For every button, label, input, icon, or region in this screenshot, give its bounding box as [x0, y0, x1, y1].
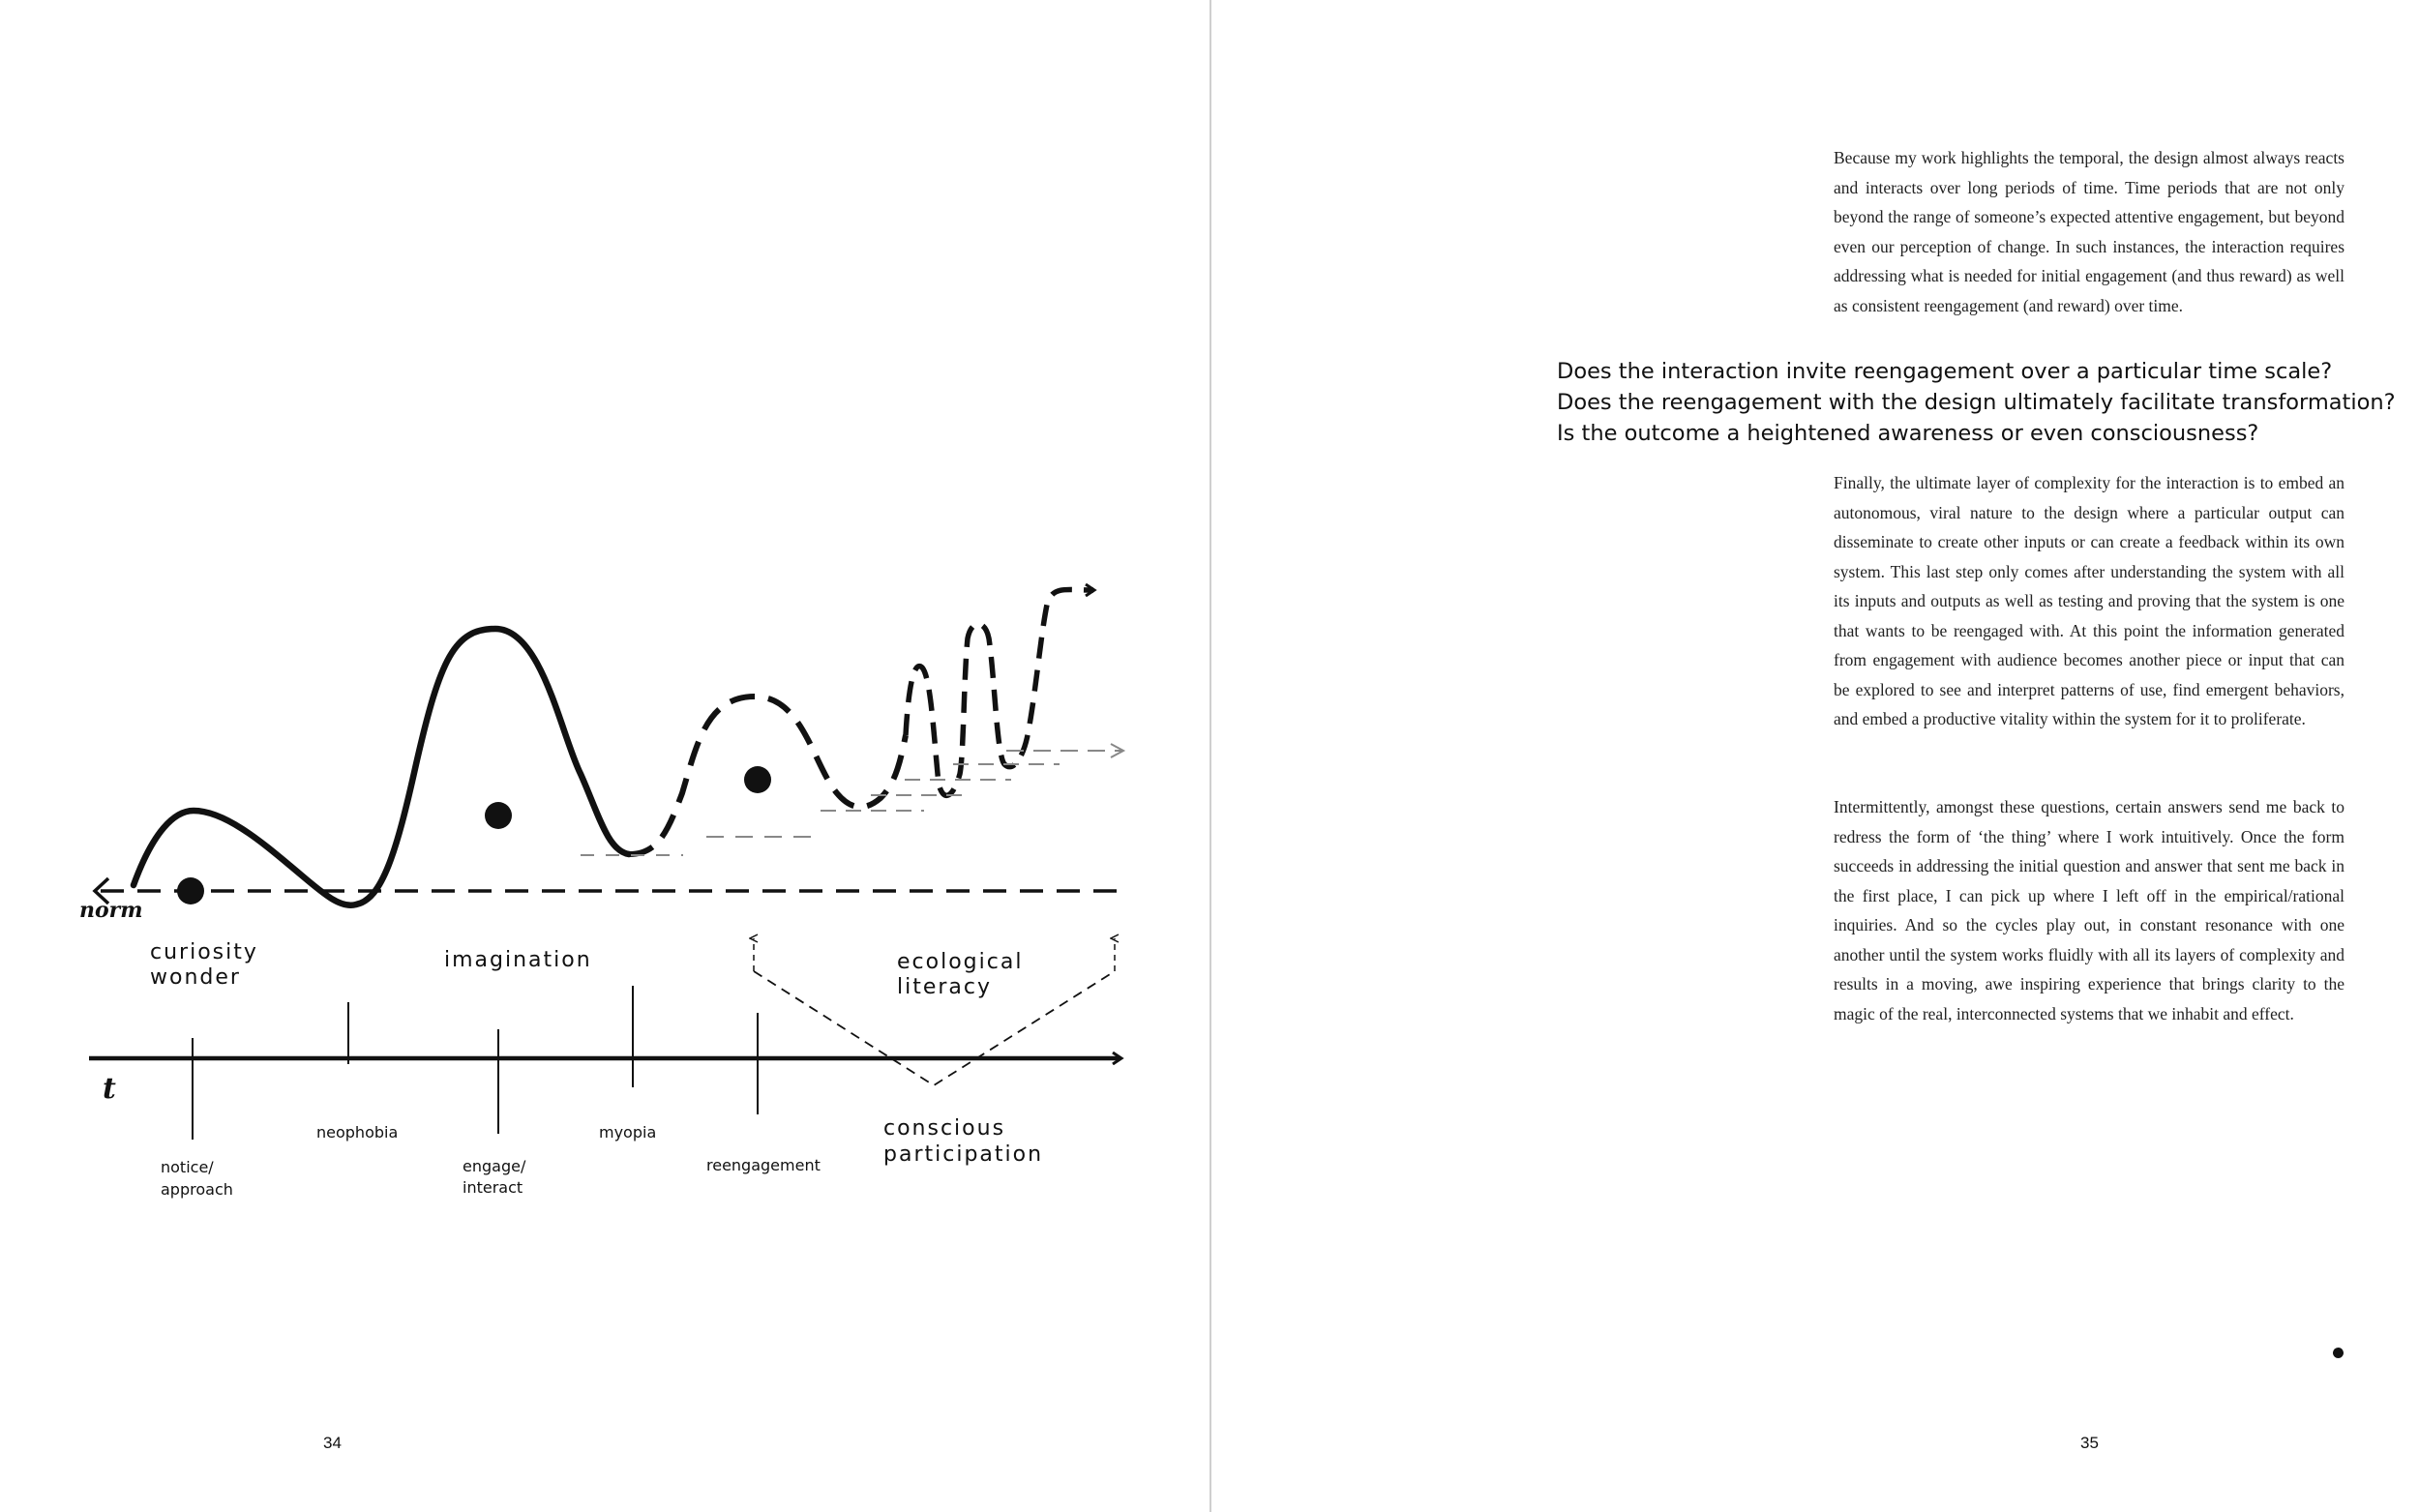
norm-baseline: [95, 878, 1124, 904]
label-imagination: imagination: [444, 948, 592, 972]
engagement-curve-solid: [134, 629, 629, 905]
body-paragraph-3: Intermittently, amongst these questions, certain answers send me back to redress the form of ‘the thing’ where I work intuitively. Once the form succeeds in addressing the initial question and answer that sent me back in the first place, I can pick up where I left off in the empirical/rational inquiries. And so the cycles play out, in constant resonance with one another until the system works fluidly with all its layers of complexity and results in a moving, awe inspiring experience that brings clarity to the magic of the real, interconnected systems that we inhabit and effect.: [1834, 797, 2344, 1023]
question-1: Does the interaction invite reengagement over a particular time scale?: [1557, 359, 2333, 384]
label-participation: participation: [883, 1142, 1044, 1167]
page-number-left: 34: [323, 1434, 342, 1452]
label-ecological: ecological: [897, 950, 1024, 974]
norm-label: norm: [79, 898, 143, 923]
label-myopia: myopia: [599, 1123, 657, 1141]
label-literacy: literacy: [897, 975, 993, 999]
label-reengagement: reengagement: [706, 1156, 821, 1174]
label-conscious: conscious: [883, 1116, 1006, 1141]
label-curiosity: curiosity: [150, 940, 258, 964]
curiosity-dot: [177, 877, 204, 904]
label-approach: approach: [161, 1180, 233, 1199]
label-wonder: wonder: [150, 965, 241, 990]
body-paragraph-2: Finally, the ultimate layer of complexity for the interaction is to embed an autonomous, viral nature to the design where a particular output can disseminate to create other inputs or can create a feedback within its own system. This last step only comes after understanding the system with all its inputs and outputs as well as testing and proving that the system is one that wants to be reengaged with. At this point the information generated from engagement with audience becomes another piece or input that can be explored to see and interpret patterns of use, find emergent behaviors, and embed a productive vitality within the system for it to proliferate.: [1834, 473, 2344, 728]
imagination-dot: [485, 802, 512, 829]
label-engage: engage/: [463, 1157, 526, 1175]
label-neophobia: neophobia: [316, 1123, 399, 1141]
engagement-oscillation: [906, 589, 1093, 795]
question-2: Does the reengagement with the design ultimately facilitate transformation?: [1557, 390, 2396, 415]
page-number-right: 35: [2080, 1434, 2099, 1452]
label-interact: interact: [463, 1178, 523, 1197]
engagement-diagram: [0, 0, 1210, 1354]
time-label: t: [103, 1072, 116, 1106]
question-block: [1557, 356, 2396, 449]
body-paragraph-1: Because my work highlights the temporal, the design almost always reacts and interacts over long periods of time. Time periods that are not only beyond the range of someone’s expected attentive engagement, but beyond even our perception of change. In such instances, the interaction requires addressing what is needed for initial engagement (and thus reward) as well as consistent reengagement (and reward) over time.: [1834, 148, 2344, 315]
timeline-ticks: [193, 986, 758, 1140]
end-mark-dot: [2333, 1348, 2344, 1358]
question-3: Is the outcome a heightened awareness or even consciousness?: [1557, 421, 2259, 446]
reengagement-dot: [744, 766, 771, 793]
label-notice: notice/: [161, 1158, 214, 1176]
